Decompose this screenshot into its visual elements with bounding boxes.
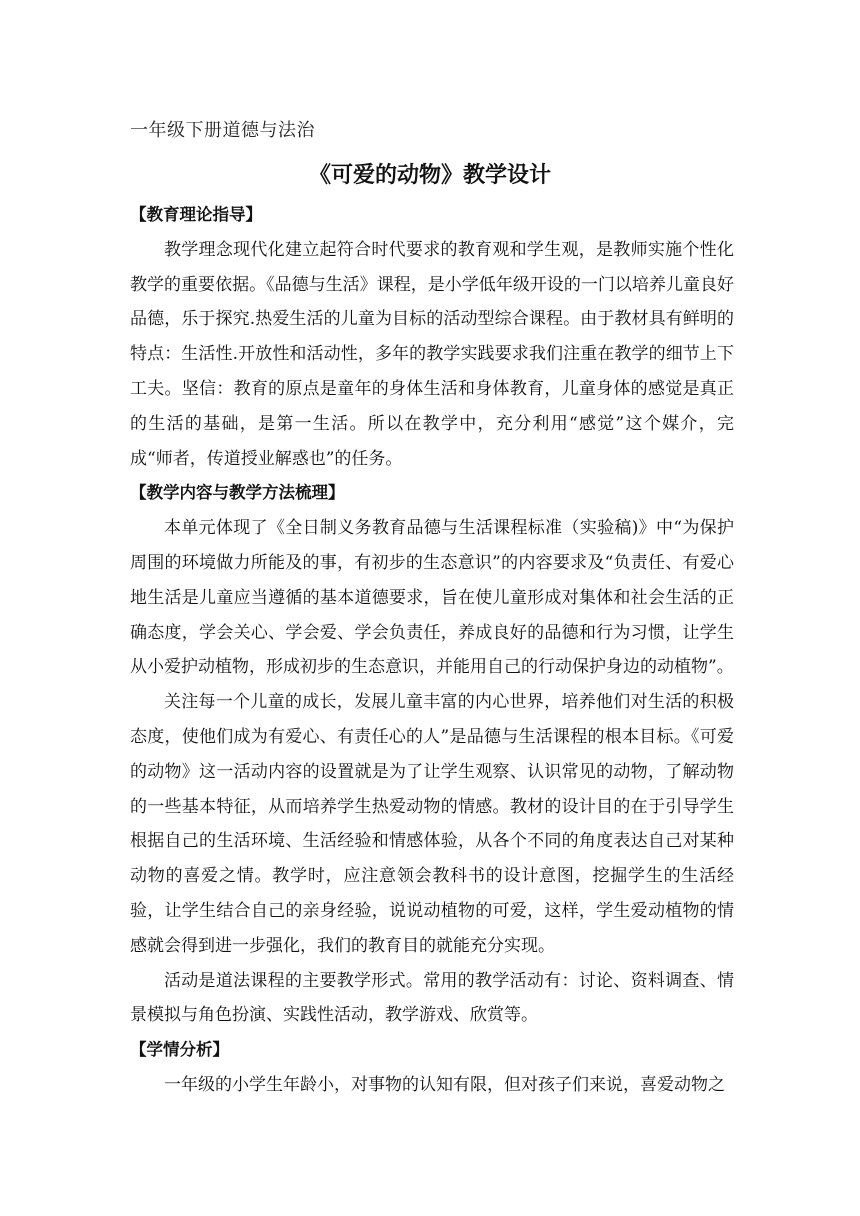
paragraph: 本单元体现了《全日制义务教育品德与生活课程标准（实验稿)》中“为保护周围的环境做力所能及的事，有初步的生态意识”的内容要求及“负责任、有爱心地生活是儿童应当遵循的基本道德要求，旨在使儿童形成对集体和社会生活的正确态度，学会关心、学会爱、学会负责任，养成良好的品德和行为习惯，让学生从小爱护动植物，形成初步的生态意识，并能用自己的行动保护身边的动植物”。	[130, 518, 734, 678]
document-body	[130, 198, 734, 1103]
document-title: 《可爱的动物》教学设计	[308, 163, 551, 188]
paragraph: 关注每一个儿童的成长，发展儿童丰富的内心世界，培养他们对生活的积极态度，使他们成为有爱心、有责任心的人”是品德与生活课程的根本目标。《可爱的动物》这一活动内容的设置就是为了让学生观察、认识常见的动物，了解动物的一些基本特征，从而培养学生热爱动物的情感。教材的设计目的在于引导学生根据自己的生活环境、生活经验和情感体验，从各个不同的角度表达自己对某种动物的喜爱之情。教学时，应注意领会教科书的设计意图，挖掘学生的生活经验，让学生结合自己的亲身经验，说说动植物的可爱，这样，学生爱动植物的情感就会得到进一步强化，我们的教育目的就能充分实现。	[130, 692, 734, 956]
paragraph: 一年级的小学生年龄小，对事物的认知有限，但对孩子们来说，喜爱动物之	[164, 1074, 725, 1095]
paragraph: 教学理念现代化建立起符合时代要求的教育观和学生观，是教师实施个性化教学的重要依据。《品德与生活》课程，是小学低年级开设的一门以培养儿童良好品德，乐于探究.热爱生活的儿童为目标的活动型综合课程。由于教材具有鲜明的特点：生活性.开放性和活动性，多年的教学实践要求我们注重在教学的细节上下工夫。坚信：教育的原点是童年的身体生活和身体教育，儿童身体的感觉是真正的生活的基础，是第一生活。所以在教学中，充分利用“感觉”这个媒介，完成“师者，传道授业解惑也”的任务。	[130, 239, 734, 469]
section-heading-theory: 【教育理论指导】	[130, 205, 262, 224]
section-heading-content-methods: 【教学内容与教学方法梳理】	[130, 483, 345, 503]
section-heading-learner-analysis: 【学情分析】	[130, 1040, 229, 1060]
paragraph: 活动是道法课程的主要教学形式。常用的教学活动有：讨论、资料调查、情景模拟与角色扮演、实践性活动，教学游戏、欣赏等。	[130, 970, 734, 1026]
grade-subject-line: 一年级下册道德与法治	[130, 120, 315, 141]
